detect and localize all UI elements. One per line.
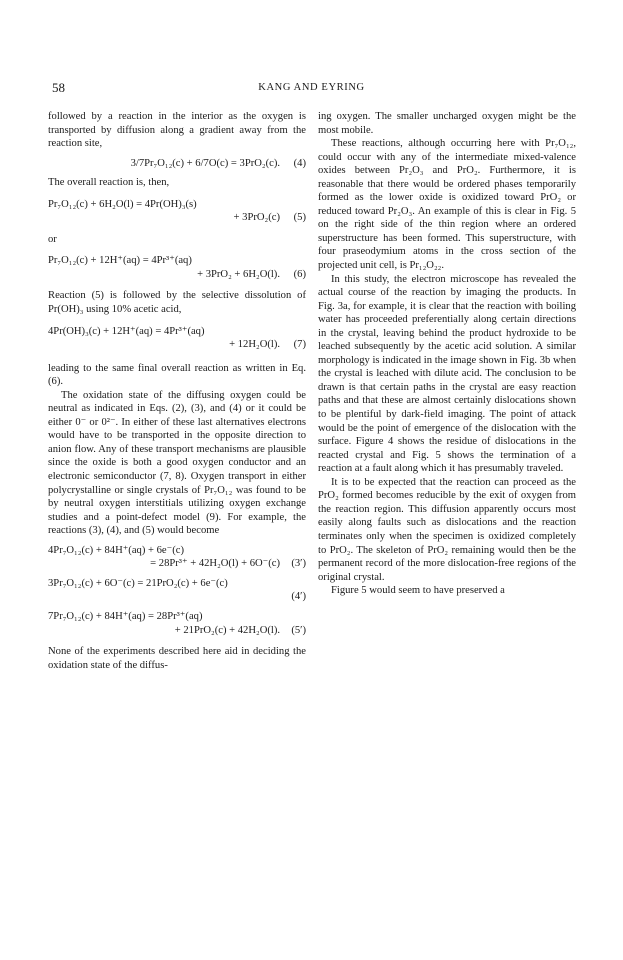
equation-text: 3Pr₇O₁₂(c) + 6O⁻(c) = 21PrO₂(c) + 6e⁻(c) (48, 577, 228, 589)
equation-4-prime (48, 577, 306, 604)
equation-5-prime (48, 610, 306, 637)
equation-text: + 3PrO₂ + 6H₂O(l). (197, 268, 280, 280)
page-number: 58 (52, 80, 65, 95)
equation-text: 7Pr₇O₁₂(c) + 84H⁺(aq) = 28Pr³⁺(aq) (48, 610, 203, 622)
equation-text: Pr₇O₁₂(c) + 6H₂O(l) = 4Pr(OH)₃(s) (48, 198, 197, 210)
paragraph: leading to the same final overall reaction as written in Eq. (6). (48, 362, 306, 388)
paragraph: The oxidation state of the diffusing oxygen could be neutral as indicated in Eqs. (2), (3), and (4) or it could be either 0⁻ or 0²⁻. In either of these last alternatives electrons would have to be transported in the opposite direction to anion flow. Any of these transport mechanisms are plausible since the oxide is both a good oxygen conductor and an electronic semiconductor (7, 8). Oxygen transport in either polycrystalline or single crystals of Pr₇O₁₂ was found to be by neutral oxygen interstitials utilizing oxygen exchange studies and a point-defect model (9). For example, the reactions (3), (4), and (5) would become (48, 389, 306, 537)
paragraph: or (48, 233, 57, 245)
right-column (318, 110, 576, 598)
equation-number: (5) (293, 212, 306, 224)
equation-number: (4′) (291, 591, 306, 603)
paragraph: In this study, the electron microscope has revealed the actual course of the reaction by imaging the products. In Fig. 3a, for example, it is clear that the reaction with boiling water has proceeded preferentially along certain directions in the crystal, leaving behind the product hydroxide to be leached subsequently by the acetic acid solution. A similar morphology is indicated in the image shown in Fig. 3b when the crystal is leached with dilute acid. The conclusion to be drawn is that certain paths in the crystal are easy reaction paths and that these are almost certainly dislocations shown to be plentiful by dark-field imaging. The point of attack would be the point of emergence of the dislocation with the surface. Figure 4 shows the residue of dislocations in the reacted crystal and Fig. 5 shows the termination of a reaction at a fault along which it has presumably traveled. (318, 273, 576, 475)
equation-text: 3/7Pr₇O₁₂(c) + 6/7O(c) = 3PrO₂(c). (130, 157, 280, 169)
equation-4 (48, 157, 306, 171)
equation-text: + 12H₂O(l). (229, 339, 280, 351)
paragraph: Figure 5 would seem to have preserved a (331, 585, 505, 597)
equation-text: 4Pr₇O₁₂(c) + 84H⁺(aq) + 6e⁻(c) (48, 544, 184, 556)
left-column (48, 110, 306, 672)
paragraph: ing oxygen. The smaller uncharged oxygen might be the most mobile. (318, 111, 576, 136)
paragraph: The overall reaction is, then, (48, 177, 170, 189)
equation-number: (5′) (291, 624, 306, 636)
paragraph: None of the experiments described here aid in deciding the oxidation state of the diffus- (48, 646, 306, 671)
equation-number: (7) (293, 339, 306, 351)
equation-number: (4) (293, 157, 306, 169)
equation-7 (48, 325, 306, 352)
equation-number: (6) (293, 268, 306, 280)
equation-text: + 21PrO₂(c) + 42H₂O(l). (174, 624, 280, 636)
equation-3-prime (48, 544, 306, 571)
running-head: KANG AND EYRING (258, 82, 365, 93)
equation-5 (48, 198, 306, 225)
paragraph: It is to be expected that the reaction can proceed as the PrO₂ formed becomes reducible by the exit of oxygen from the reaction region. This diffusion apparently occurs most easily along faults such as dislocations and the reaction terminates only when the specimen is oxidized completely to PrO₂. The skeleton of PrO₂ remaining would then be the permanent record of the more dislocation-free regions of the original crystal. (318, 476, 576, 583)
equation-text: = 28Pr³⁺ + 42H₂O(l) + 6O⁻(c) (150, 558, 280, 570)
paragraph: These reactions, although occurring here with Pr₇O₁₂, could occur with any of the intermediate mixed-valence oxides between Pr₂O₃ and PrO₂. Furthermore, it is reasonable that there would be ordered phases temporarily formed as the lower oxide is oxidized toward PrO₂ or reduced toward Pr₂O₃. An example of this is clear in Fig. 5 on the right side of the thin region where an ordered superstructure has been formed. This superstructure, with four praseodymium atoms in the cross section of the projected unit cell, is Pr₁₂O₂₂. (318, 138, 576, 272)
equation-text: 4Pr(OH)₃(c) + 12H⁺(aq) = 4Pr³⁺(aq) (48, 325, 205, 337)
paragraph: followed by a reaction in the interior as the oxygen is transported by diffusion along a gradient away from the reaction site, (48, 111, 306, 150)
equation-6 (48, 254, 306, 281)
equation-number: (3′) (291, 558, 306, 570)
paragraph: Reaction (5) is followed by the selective dissolution of Pr(OH)₃ using 10% acetic acid, (48, 290, 306, 316)
equation-text: + 3PrO₂(c) (233, 212, 280, 224)
equation-text: Pr₇O₁₂(c) + 12H⁺(aq) = 4Pr³⁺(aq) (48, 255, 192, 267)
